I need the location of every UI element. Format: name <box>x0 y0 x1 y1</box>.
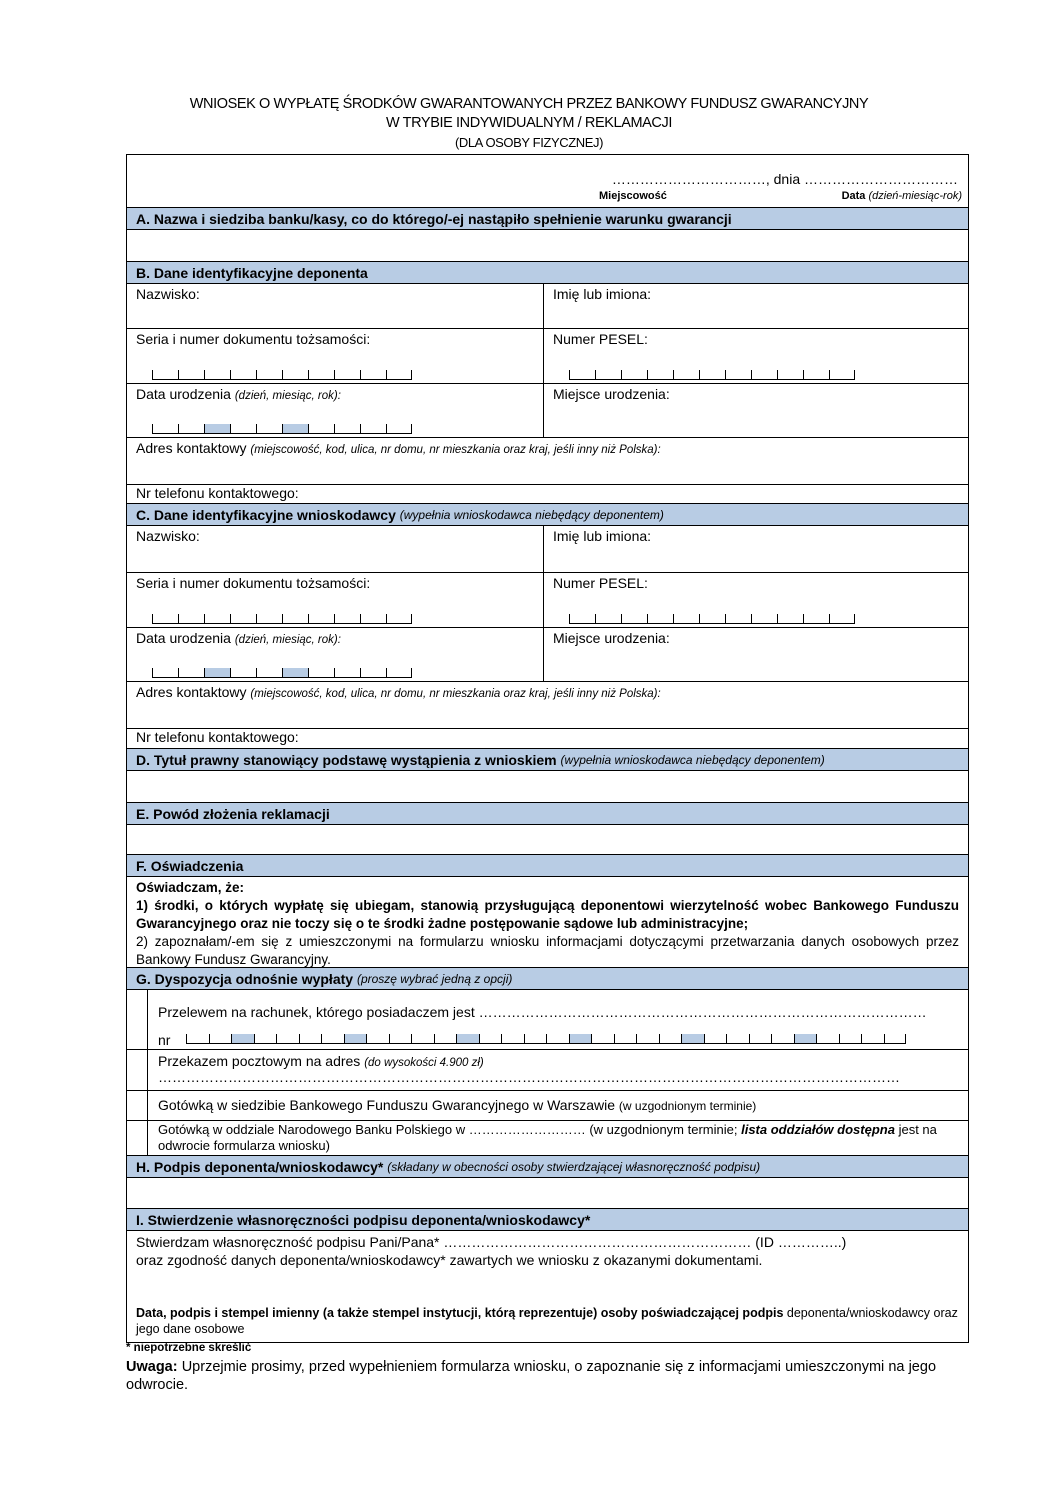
footnote: * niepotrzebne skreślić <box>126 1342 252 1354</box>
digit-box <box>673 370 699 380</box>
digit-box <box>230 668 256 678</box>
option-bfg-cash-label: Gotówką w siedzibie Bankowego Funduszu Gwarancyjnego w Warszawie <box>158 1097 616 1113</box>
c-document-field[interactable] <box>127 573 544 627</box>
declarations-intro: Oświadczam, że: <box>136 880 245 895</box>
section-f-header: F. Oświadczenia <box>127 854 968 876</box>
digit-box <box>334 370 360 380</box>
declaration-item: 1) środki, o których wypłatę się ubiegam, stanowią przysługującą deponentowi wierzytelność wobec Bankowego Funduszu Gwarancyjnego oraz nie toczy się o te środki żadne postępowanie sądowe lub administracyjne; <box>136 898 959 931</box>
digit-box <box>751 370 777 380</box>
digit-box <box>595 614 621 624</box>
digit-box <box>434 1034 457 1044</box>
digit-box <box>254 1034 277 1044</box>
hint: (do wysokości 4.900 zł) <box>364 1057 484 1069</box>
declarations <box>127 877 968 967</box>
separator-box <box>231 1034 254 1044</box>
b-name-field[interactable] <box>544 284 968 328</box>
place-date-row[interactable] <box>127 155 968 207</box>
digit-box <box>546 1034 569 1044</box>
date-digit-boxes[interactable] <box>152 424 412 434</box>
digit-box <box>777 370 803 380</box>
pesel-digit-boxes[interactable] <box>569 614 855 624</box>
b-surname-field[interactable] <box>127 284 544 328</box>
label: Nazwisko: <box>136 528 200 544</box>
label: Adres kontaktowy <box>136 684 247 700</box>
digit-box <box>621 614 647 624</box>
digit-box <box>704 1034 727 1044</box>
digit-box <box>308 614 334 624</box>
digit-box <box>256 370 282 380</box>
hint: (miejscowość, kod, ulica, nr domu, nr mieszkania oraz kraj, jeśli inny niż Polska): <box>250 444 661 456</box>
legal-title-field[interactable] <box>127 770 968 802</box>
digit-box <box>591 1034 614 1044</box>
option-postal-checkbox[interactable] <box>127 1050 148 1090</box>
digit-box <box>204 614 230 624</box>
digit-box <box>636 1034 659 1044</box>
b-address-field[interactable] <box>127 438 670 484</box>
digit-box <box>360 424 386 434</box>
digit-box <box>178 370 204 380</box>
form-subtitle: W TRYBIE INDYWIDUALNYM / REKLAMACJI <box>386 115 672 131</box>
section-h-header: H. Podpis deponenta/wnioskodawcy* (składany w obecności osoby stwierdzającej własnoręczność podpisu) <box>127 1155 968 1177</box>
separator-box <box>681 1034 704 1044</box>
hint: (w uzgodnionym terminie) <box>618 1099 757 1113</box>
label: Seria i numer dokumentu tożsamości: <box>136 575 371 591</box>
form-title: WNIOSEK O WYPŁATĘ ŚRODKÓW GWARANTOWANYCH PRZEZ BANKOWY FUNDUSZ GWARANCYJNY <box>189 96 869 112</box>
digit-box <box>152 370 178 380</box>
digit-box <box>861 1034 884 1044</box>
digit-box <box>152 424 178 434</box>
hint: (miejscowość, kod, ulica, nr domu, nr mieszkania oraz kraj, jeśli inny niż Polska): <box>250 688 661 700</box>
digit-box <box>386 370 412 380</box>
digit-box <box>621 370 647 380</box>
complaint-reason-field[interactable] <box>127 824 968 854</box>
separator-box <box>456 1034 479 1044</box>
digit-box <box>479 1034 502 1044</box>
separator-box <box>344 1034 367 1044</box>
digit-box <box>178 614 204 624</box>
label: Numer PESEL: <box>553 331 648 347</box>
digit-box <box>726 1034 749 1044</box>
digit-box <box>308 370 334 380</box>
section-i-header: I. Stwierdzenie własnoręczności podpisu deponenta/wnioskodawcy* <box>127 1208 968 1230</box>
digit-box <box>884 1034 907 1044</box>
digit-box <box>334 668 360 678</box>
digit-box <box>282 614 308 624</box>
digit-box <box>524 1034 547 1044</box>
digit-box <box>829 614 855 624</box>
option-postal-label: Przekazem pocztowym na adres <box>158 1053 361 1069</box>
doc-digit-boxes[interactable] <box>152 614 412 624</box>
signature-field[interactable] <box>127 1177 968 1208</box>
digit-box <box>230 370 256 380</box>
b-birth-date-field[interactable] <box>127 384 544 437</box>
digit-box <box>334 424 360 434</box>
date-hint: (dzień-miesiąc-rok) <box>868 190 962 202</box>
place-label: Miejscowość <box>599 190 667 202</box>
digit-box <box>230 614 256 624</box>
label: Adres kontaktowy <box>136 440 247 456</box>
option-bfg-cash-checkbox[interactable] <box>127 1091 148 1120</box>
digit-box <box>725 614 751 624</box>
digit-box <box>276 1034 299 1044</box>
digit-box <box>256 668 282 678</box>
c-name-field[interactable] <box>544 526 968 572</box>
place-date-field[interactable]: ……………………………, dnia …………………………… <box>611 171 958 187</box>
digit-box <box>321 1034 344 1044</box>
separator-box <box>794 1034 817 1044</box>
digit-box <box>386 614 412 624</box>
separator-box <box>569 1034 592 1044</box>
declaration-item: 2) zapoznałam/-em się z umieszczonymi na formularzu wniosku informacjami dotyczącymi przetwarzania danych osobowych przez Bankowy Fundusz Gwarancyjny. <box>136 934 959 967</box>
digit-box <box>389 1034 412 1044</box>
b-birth-place-field[interactable] <box>544 384 968 437</box>
digit-box <box>501 1034 524 1044</box>
digit-box <box>749 1034 772 1044</box>
digit-box <box>256 614 282 624</box>
digit-box <box>777 614 803 624</box>
digit-box <box>186 1034 209 1044</box>
postal-address-field[interactable]: …………………………………………………………………………………………………………………………………………… <box>158 1069 900 1085</box>
b-phone-field[interactable] <box>127 485 308 503</box>
label: Nr telefonu kontaktowego: <box>136 729 299 745</box>
b-pesel-field[interactable] <box>544 329 968 383</box>
digit-box <box>386 668 412 678</box>
digit-box <box>152 668 178 678</box>
doc-digit-boxes[interactable] <box>152 370 412 380</box>
section-e-header: E. Powód złożenia reklamacji <box>127 802 968 824</box>
digit-box <box>152 614 178 624</box>
label: Seria i numer dokumentu tożsamości: <box>136 331 371 347</box>
c-birth-place-field[interactable] <box>544 628 968 681</box>
hint: (dzień, miesiąc, rok): <box>234 634 341 646</box>
digit-box <box>308 424 334 434</box>
separator-box <box>282 424 308 434</box>
separator-box <box>204 424 230 434</box>
section-c-header: C. Dane identyfikacyjne wnioskodawcy (wypełnia wnioskodawca niebędący deponentem) <box>127 503 968 525</box>
label: Imię lub imiona: <box>553 286 652 302</box>
digit-box <box>282 370 308 380</box>
bank-name-field[interactable] <box>127 229 968 261</box>
digit-box <box>595 370 621 380</box>
c-pesel-field[interactable] <box>544 573 968 627</box>
digit-box <box>569 370 595 380</box>
digit-box <box>803 614 829 624</box>
digit-box <box>360 668 386 678</box>
digit-box <box>178 424 204 434</box>
digit-box <box>360 614 386 624</box>
note: Uwaga: Uprzejmie prosimy, przed wypełnieniem formularza wniosku, o zapoznanie się z informacjami umieszczonymi na jego odwrocie. <box>126 1359 937 1393</box>
digit-box <box>725 370 751 380</box>
digit-box <box>360 370 386 380</box>
digit-box <box>829 370 855 380</box>
label: Data urodzenia <box>136 386 231 402</box>
account-number-field[interactable] <box>186 1034 906 1044</box>
option-transfer-checkbox[interactable] <box>127 990 148 1049</box>
digit-box <box>411 1034 434 1044</box>
digit-box <box>230 424 256 434</box>
c-phone-field[interactable] <box>127 729 308 748</box>
verification-line: oraz zgodność danych deponenta/wnioskodawcy* zawartych we wniosku z okazanymi dokumentami. <box>136 1252 763 1268</box>
digit-box <box>334 614 360 624</box>
digit-box <box>771 1034 794 1044</box>
option-nbp-cash-checkbox[interactable] <box>127 1121 148 1155</box>
option-nbp-cash-label: Gotówką w oddziale Narodowego Banku Polskiego w ……………………… (w uzgodnionym terminie; <box>158 1122 738 1137</box>
section-b-header: B. Dane identyfikacyjne deponenta <box>127 261 968 283</box>
digit-box <box>178 668 204 678</box>
digit-box <box>209 1034 232 1044</box>
account-number-label: nr <box>158 1032 171 1048</box>
section-a-header: A. Nazwa i siedziba banku/kasy, co do którego/-ej nastąpiło spełnienie warunku gwarancji <box>127 207 968 229</box>
b-document-field[interactable] <box>127 329 544 383</box>
c-birth-date-field[interactable] <box>127 628 544 681</box>
digit-box <box>699 614 725 624</box>
digit-box <box>256 424 282 434</box>
digit-box <box>386 424 412 434</box>
option-transfer-label: Przelewem na rachunek, którego posiadaczem jest …………………………………………………………………………………… <box>158 1004 927 1020</box>
digit-box <box>673 614 699 624</box>
date-digit-boxes[interactable] <box>152 668 412 678</box>
signature-caption: Data, podpis i stempel imienny (a także stempel instytucji, którą reprezentuje) osoby poświadczającej podpis <box>136 1306 784 1320</box>
pesel-digit-boxes[interactable] <box>569 370 855 380</box>
date-label: Data <box>841 190 866 202</box>
digit-box <box>647 614 673 624</box>
form-subtitle-person: (DLA OSOBY FIZYCZNEJ) <box>454 135 604 150</box>
label: Miejsce urodzenia: <box>553 630 670 646</box>
digit-box <box>659 1034 682 1044</box>
digit-box <box>699 370 725 380</box>
label: Data urodzenia <box>136 630 231 646</box>
signature-verification[interactable]: Stwierdzam własnoręczność podpisu Pani/Pana* ………………………………………………………… (ID …………..) oraz zgodność danych deponenta/wnioskodawcy* zawartych we wniosku z okazanymi dokumentami. Data, podpis i stempel imienny (a także stempel instytucji, którą reprezentuje) osoby poświadczającej podpis deponenta/wnioskodawcy oraz jego dane osobowe <box>136 1234 958 1336</box>
label: Miejsce urodzenia: <box>553 386 670 402</box>
separator-box <box>282 668 308 678</box>
digit-box <box>647 370 673 380</box>
digit-box <box>204 370 230 380</box>
hint: (dzień, miesiąc, rok): <box>234 390 341 402</box>
digit-box <box>569 614 595 624</box>
digit-box <box>614 1034 637 1044</box>
digit-box <box>803 370 829 380</box>
label: Nazwisko: <box>136 286 200 302</box>
verification-line: Stwierdzam własnoręczność podpisu Pani/Pana* ………………………………………………………… (ID …………..) <box>136 1234 847 1250</box>
digit-box <box>366 1034 389 1044</box>
c-address-field[interactable] <box>127 682 670 728</box>
label: Numer PESEL: <box>553 575 648 591</box>
digit-box <box>308 668 334 678</box>
section-g-header: G. Dyspozycja odnośnie wypłaty (proszę wybrać jedną z opcji) <box>127 967 968 989</box>
application-form: ……………………………, dnia …………………………… Miejscowość Data (dzień-miesiąc-rok) A. Nazwa i siedziba banku/kasy, co do którego/-ej nastąpiło spełnienie warunku gwarancji B. Dane identyfikacyjne deponenta Nazwisko: Imię lub imiona: Seria i numer dokumentu tożsamości: Numer PESEL: Data urodzenia (dzień, miesiąc, rok): Miejsce urodzenia: Adres kontaktowy (miejscowość, kod, ulica, nr domu, nr mieszkania oraz kraj, jeśli inny niż Polska): Nr telefonu kontaktowego: C. Dane identyfikacyjne wnioskodawcy (wypełnia wnioskodawca niebędący deponentem) Nazwisko: Imię lub imiona: Seria i numer dokumentu tożsamości: Numer PESEL: Data urodzenia (dzień, miesiąc, rok): Miejsce urodzenia: Adres kontaktowy (miejscowość, kod, ulica, nr domu, nr mieszkania oraz kraj, jeśli inny niż Polska): Nr telefonu kontaktowego: D. Tytuł prawny stanowiący podstawę wystąpienia z wnioskiem (wypełnia wnioskodawca niebędący deponentem) E. Powód złożenia reklamacji F. Oświadczenia Oświadczam, że: 1) środki, o których wypłatę się ubiegam, stanowią przysługującą deponentowi wierzytelność wobec Bankowego Funduszu Gwarancyjnego oraz nie toczy się o te środki żadne postępowanie sądowe lub administracyjne; 2) zapoznałam/-em się z umieszczonymi na formularzu wniosku informacjami dotyczącymi przetwarzania danych osobowych przez Bankowy Fundusz Gwarancyjny. G. Dyspozycja odnośnie wypłaty (proszę wybrać jedną z opcji) Przelewem na rachunek, którego posiadaczem jest …………………………………………………………………………………… nr Przekazem pocztowym na adres (do wysokości 4.900 zł) …………………………………………………………………………………………………………………………………………… Gotówką w siedzibie Bankowego Funduszu Gwarancyjnego w Warszawie (w uzgodnionym terminie) Gotówką w oddziale Narodowego Banku Polskiego w ……………………… (w uzgodnionym terminie; lista oddziałów dostępna jest na odwrocie formularza wniosku) H. Podpis deponenta/wnioskodawcy* (składany w obecności osoby stwierdzającej własnoręczność podpisu) I. Stwierdzenie własnoręczności podpisu deponenta/wnioskodawcy* Stwierdzam własnoręczność podpisu Pani/Pana* ………………………………………………………… (ID …………..) oraz zgodność danych deponenta/wnioskodawcy* zawartych we wniosku z okazanymi dokumentami. Data, podpis i stempel imienny (a także stempel instytucji, którą reprezentuje) osoby poświadczającej podpis deponenta/wnioskodawcy oraz jego dane osobowe <box>126 154 969 1343</box>
separator-box <box>204 668 230 678</box>
digit-box <box>839 1034 862 1044</box>
section-d-header: D. Tytuł prawny stanowiący podstawę wystąpienia z wnioskiem (wypełnia wnioskodawca niebędący deponentem) <box>127 748 968 770</box>
label: Nr telefonu kontaktowego: <box>136 485 299 501</box>
digit-box <box>299 1034 322 1044</box>
label: Imię lub imiona: <box>553 528 652 544</box>
c-surname-field[interactable] <box>127 526 544 572</box>
digit-box <box>816 1034 839 1044</box>
digit-box <box>751 614 777 624</box>
